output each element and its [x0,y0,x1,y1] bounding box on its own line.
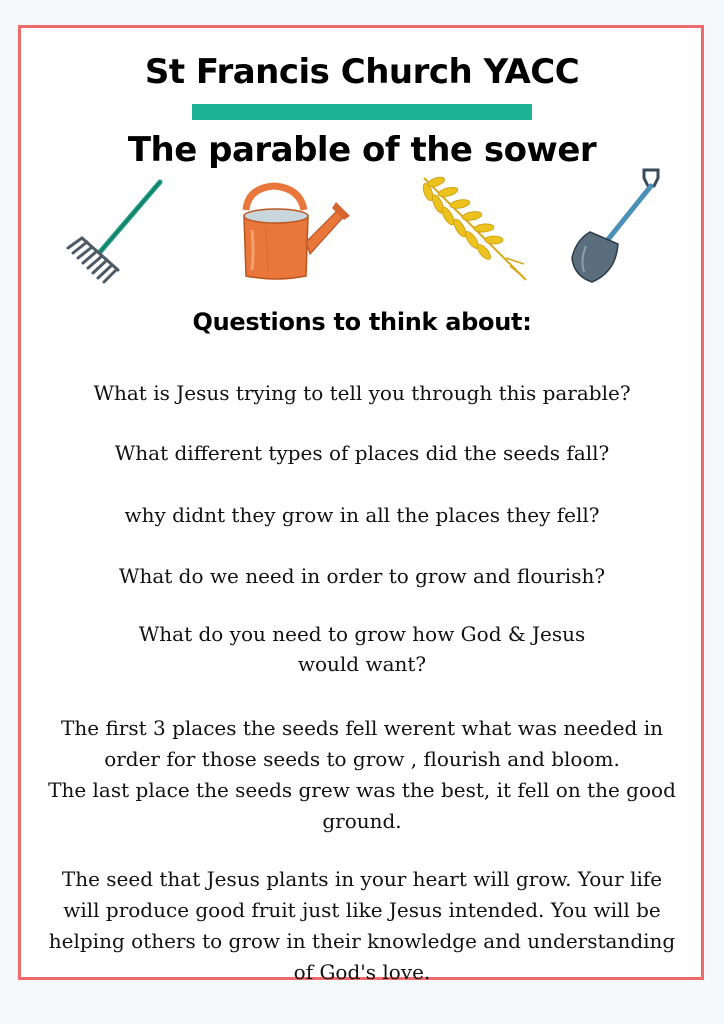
rake-icon [60,178,170,286]
question-2: What different types of places did the seeds fall? [114,441,610,465]
question-3: why didnt they grow in all the places they fell? [124,503,600,527]
conclusion-line-4: of God's love. [293,960,431,984]
question-5-line-2: would want? [297,652,427,676]
title-underline-bar [192,104,532,120]
question-1: What is Jesus trying to tell you through this parable? [93,381,631,405]
watering-can-icon [236,180,354,284]
shovel-icon [566,164,666,288]
conclusion-line-3: helping others to grow in their knowledge and understanding [48,929,676,953]
page-subtitle: The parable of the sower [127,130,597,170]
question-5-line-1: What do you need to grow how God & Jesus [138,622,586,646]
question-4: What do we need in order to grow and flourish? [118,564,606,588]
page-title: St Francis Church YACC [144,52,580,92]
explanation-paragraph [28,713,696,837]
explanation-line-4: ground. [322,809,402,833]
questions-heading: Questions to think about: [192,308,532,336]
explanation-line-1: The first 3 places the seeds fell werent what was needed in [61,716,663,740]
explanation-line-3: The last place the seeds grew was the best, it fell on the good [48,778,676,802]
conclusion-paragraph [28,864,696,988]
explanation-line-2: order for those seeds to grow , flourish and bloom. [104,747,620,771]
wheat-icon [418,172,532,284]
conclusion-line-2: will produce good fruit just like Jesus intended. You will be [63,898,661,922]
question-5 [40,619,684,679]
conclusion-line-1: The seed that Jesus plants in your heart will grow. Your life [61,867,663,891]
